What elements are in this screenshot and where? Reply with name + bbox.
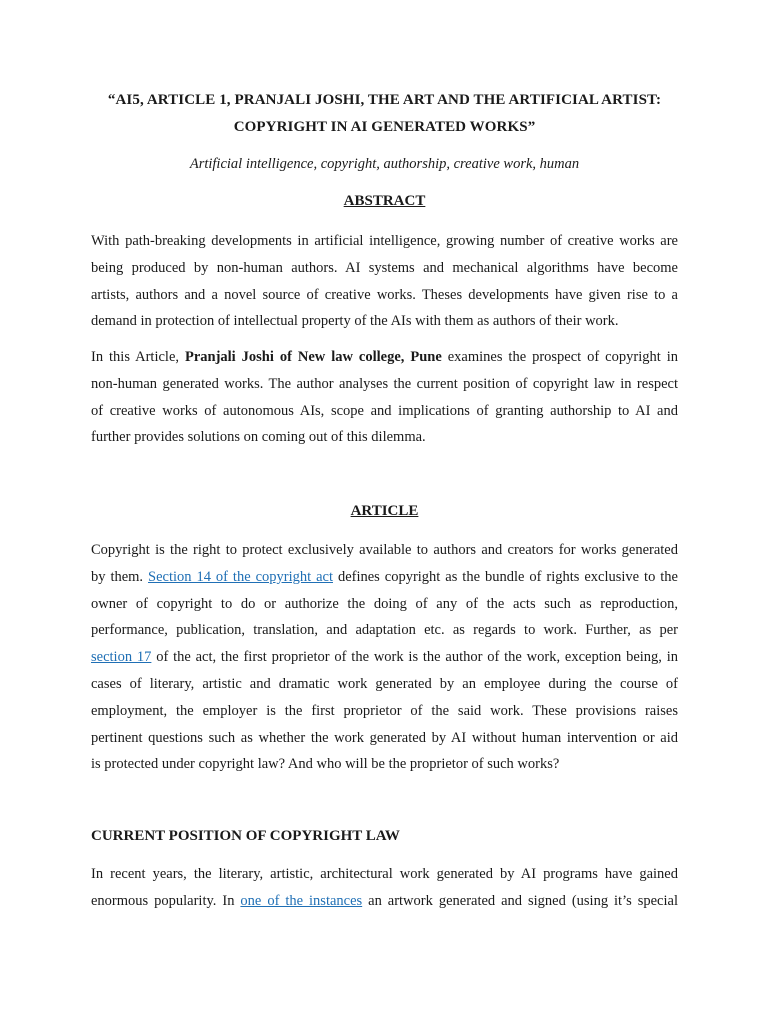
abstract-paragraph-2 [91,344,678,451]
text-fragment: by them. [91,568,149,585]
text-line: non-human generated works. The author analyses the current position of copyright law in respect [91,375,678,392]
document-page [91,0,678,1024]
section-14-link[interactable]: Section 14 of the copyright act [148,568,333,585]
text-fragment: of the act, the first proprietor of the work is the author of the work, exception being, in [151,649,679,666]
text-line [91,344,678,371]
document-title-line2: COPYRIGHT IN AI GENERATED WORKS” [233,119,536,135]
text-line: In recent years, the literary, artistic, architectural work generated by AI programs have gained [91,866,678,882]
text-line: cases of literary, artistic and dramatic work generated by an employee during the course of [91,675,678,692]
text-line: being produced by non-human authors. AI systems and mechanical algorithms have become [91,259,678,276]
text-line: Copyright is the right to protect exclusively available to authors and creators for works generated [91,542,678,558]
text-line [91,644,678,671]
text-fragment: defines copyright as the bundle of rights exclusive to the [333,568,678,585]
instances-link[interactable]: one of the instances [240,892,363,909]
text-line: With path-breaking developments in artificial intelligence, growing number of creative works are [91,233,678,249]
article-paragraph [91,537,678,778]
text-fragment: examines the prospect of copyright in [441,349,678,365]
text-fragment: enormous popularity. In [91,892,241,909]
text-line [91,564,678,591]
text-fragment: an artwork generated and signed (using it’s special [362,892,678,909]
text-line: performance, publication, translation, and adaptation etc. as regards to work. Further, as per [91,622,678,639]
text-line [91,888,678,915]
text-line: demand in protection of intellectual property of the AIs with them as authors of their work. [91,313,619,330]
text-line: is protected under copyright law? And who will be the proprietor of such works? [91,756,560,773]
abstract-heading-text: ABSTRACT [343,193,426,209]
section-17-link[interactable]: section 17 [91,649,152,666]
keywords: Artificial intelligence, copyright, authorship, creative work, human [189,156,580,172]
current-position-paragraph [91,861,678,915]
article-heading-text: ARTICLE [350,503,419,519]
text-line: further provides solutions on coming out of this dilemma. [91,429,426,446]
text-fragment: In this Article, [91,349,185,365]
document-title-line1: “AI5, ARTICLE 1, PRANJALI JOSHI, THE ART AND THE ARTIFICIAL ARTIST: [107,92,662,108]
current-position-heading: CURRENT POSITION OF COPYRIGHT LAW [91,828,400,844]
author-affiliation: Pranjali Joshi of New law college, Pune [184,349,442,365]
article-heading [91,503,678,520]
text-line: owner of copyright to do or authorize the doing of any of the acts such as reproduction, [91,595,678,612]
text-line: of creative works of autonomous AIs, scope and implications of granting authorship to AI and [91,402,678,419]
abstract-paragraph-1 [91,228,678,335]
abstract-heading [91,193,678,210]
text-line: pertinent questions such as whether the work generated by AI without human intervention or aid [91,729,678,746]
text-line: employment, the employer is the first proprietor of the said work. These provisions raises [91,702,678,719]
text-line: artists, authors and a novel source of creative works. Theses developments have given rise to a [91,286,678,303]
